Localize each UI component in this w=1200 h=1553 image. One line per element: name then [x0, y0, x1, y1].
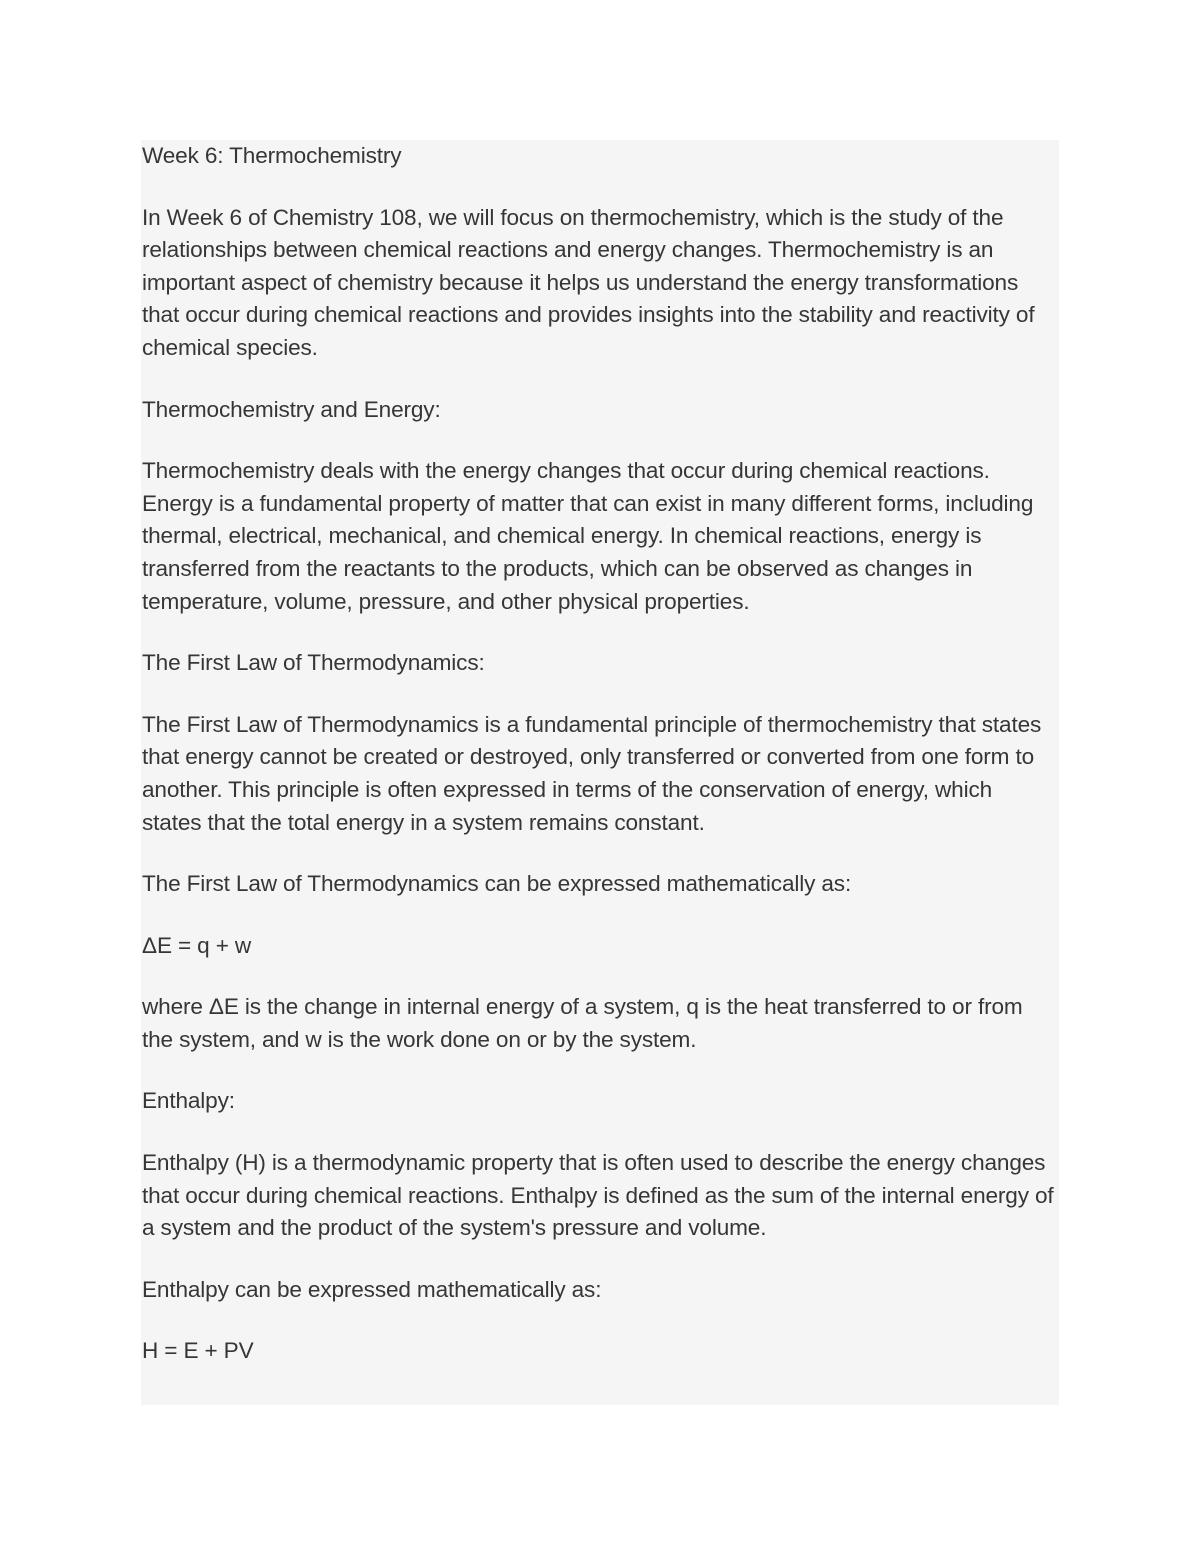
first-law-definitions: where ΔE is the change in internal energy of a system, q is the heat transferred to or from the system, and w is the work done on or by the system. — [142, 994, 1023, 1052]
first-law-equation: ΔE = q + w — [142, 932, 252, 958]
first-law-paragraph: The First Law of Thermodynamics is a fundamental principle of thermochemistry that states that energy cannot be created or destroyed, only transferred or converted from one form to another. This principle is often expressed in terms of the conservation of energy, which states that the total energy in a system remains constant. — [142, 711, 1042, 835]
enthalpy-paragraph: Enthalpy (H) is a thermodynamic property that is often used to describe the energy changes that occur during chemical reactions. Enthalpy is defined as the sum of the internal energy of a system and the product of the system's pressure and volume. — [142, 1150, 1054, 1241]
enthalpy-expression-intro: Enthalpy can be expressed mathematically as: — [142, 1276, 602, 1302]
section-heading-first-law: The First Law of Thermodynamics: — [142, 650, 485, 676]
document-body — [141, 140, 1059, 1405]
intro-paragraph: In Week 6 of Chemistry 108, we will focus on thermochemistry, which is the study of the relationships between chemical reactions and energy changes. Thermochemistry is an important aspect of chemistry because it helps us understand the energy transformations that occur during chemical reactions and provides insights into the stability and reactivity of chemical species. — [142, 204, 1035, 360]
document-title: Week 6: Thermochemistry — [142, 143, 402, 168]
enthalpy-equation: H = E + PV — [142, 1338, 254, 1364]
first-law-expression-intro: The First Law of Thermodynamics can be expressed mathematically as: — [142, 871, 852, 897]
section-heading-enthalpy: Enthalpy: — [142, 1088, 235, 1114]
energy-paragraph: Thermochemistry deals with the energy changes that occur during chemical reactions. Energy is a fundamental property of matter that can exist in many different forms, including thermal, electrical, mechanical, and chemical energy. In chemical reactions, energy is transferred from the reactants to the products, which can be observed as changes in temperature, volume, pressure, and other physical properties. — [142, 458, 1034, 614]
section-heading-energy: Thermochemistry and Energy: — [142, 396, 441, 422]
